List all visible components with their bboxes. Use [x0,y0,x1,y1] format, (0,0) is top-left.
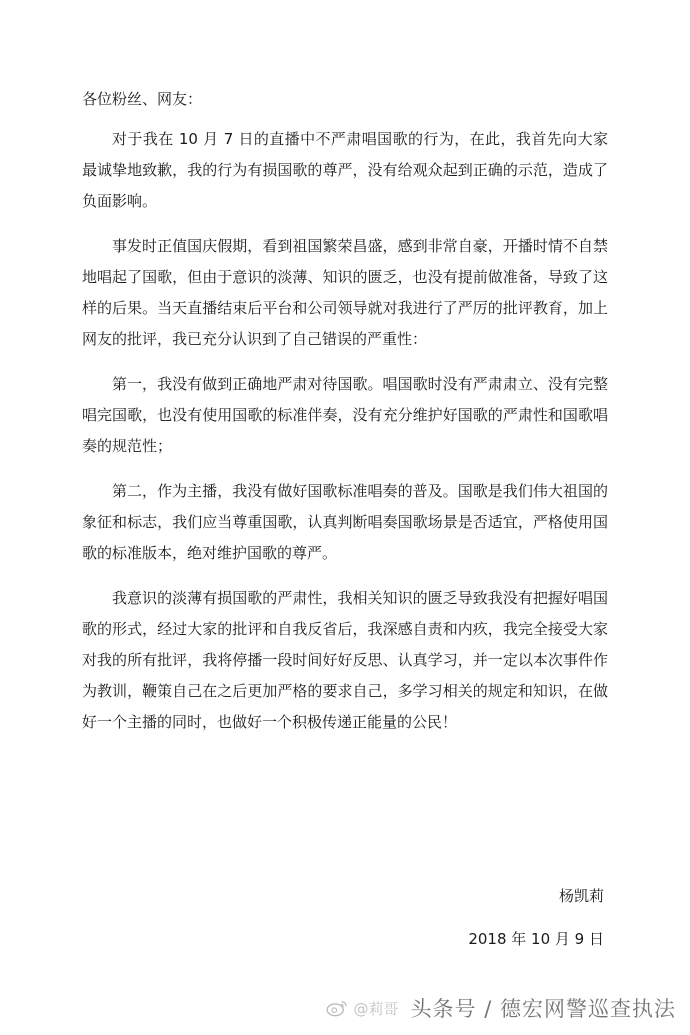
signature-name: 杨凯莉 [558,887,604,905]
paragraph-second-point: 第二，作为主播，我没有做好国歌标准唱奏的普及。国歌是我们伟大祖国的象征和标志，我们应当尊重国歌，认真判断唱奏国歌场景是否适宜，严格使用国歌的标准版本，绝对维护国歌的尊严。 [82,482,608,562]
weibo-logo-icon [326,999,348,1017]
salutation: 各位粉丝、网友： [82,90,203,108]
paragraph-apology: 对于我在 10 月 7 日的直播中不严肃唱国歌的行为，在此，我首先向大家最诚挚地致歉，我的行为有损国歌的尊严，没有给观众起到正确的示范，造成了负面影响。 [82,130,608,210]
paragraph-first-point: 第一，我没有做到正确地严肃对待国歌。唱国歌时没有严肃肃立、没有完整唱完国歌，也没有使用国歌的标准伴奏，没有充分维护好国歌的严肃性和国歌唱奏的规范性； [82,375,608,455]
watermark-text: 头条号 / 德宏网警巡查执法 [410,997,676,1021]
paragraph-conclusion: 我意识的淡薄有损国歌的严肃性，我相关知识的匮乏导致我没有把握好唱国歌的形式，经过大家的批评和自我反省后，我深感自责和内疚，我完全接受大家对我的所有批评，我将停播一段时间好好反思、认真学习，并一定以本次事件作为教训，鞭策自己在之后更加严格的要求自己，多学习相关的规定和知识，在做好一个主播的同时，也做好一个积极传递正能量的公民！ [82,589,608,731]
letter-date: 2018 年 10 月 9 日 [468,930,604,948]
paragraph-background: 事发时正值国庆假期，看到祖国繁荣昌盛，感到非常自豪，开播时情不自禁地唱起了国歌，但由于意识的淡薄、知识的匮乏，也没有提前做准备，导致了这样的后果。当天直播结束后平台和公司领导就对我进行了严厉的批评教育，加上网友的批评，我已充分认识到了自己错误的严重性： [82,237,608,348]
watermark-handle: @莉哥 [353,999,399,1018]
watermark [326,993,676,1023]
